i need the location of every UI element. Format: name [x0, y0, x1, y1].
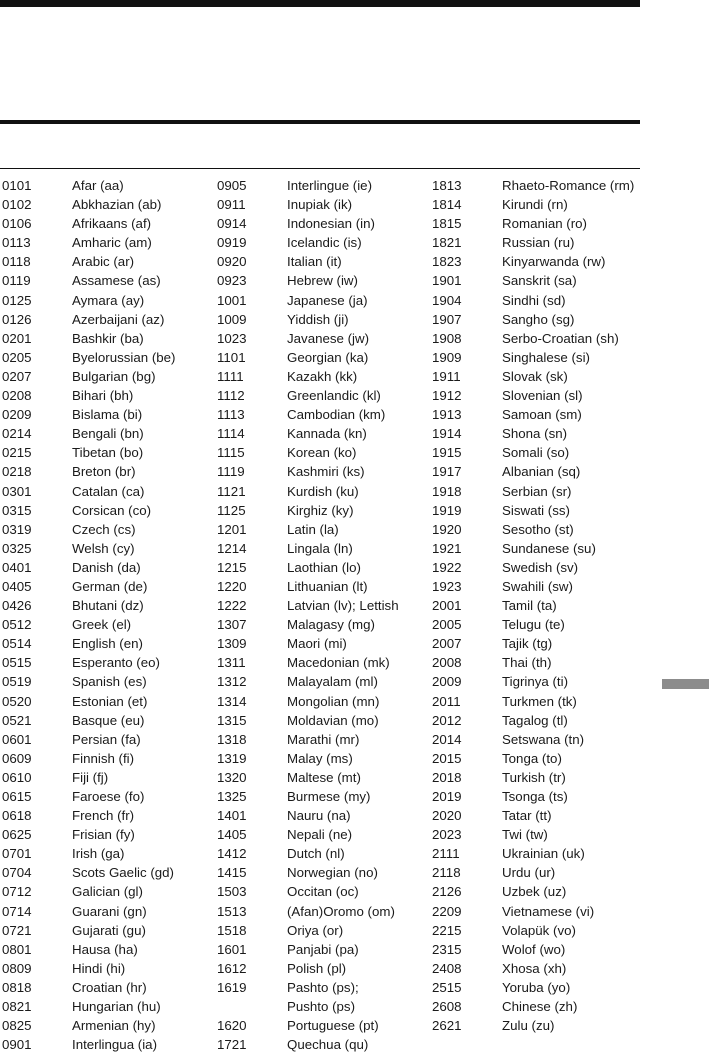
language-name: Frisian (fy) [72, 827, 135, 843]
language-code: 0512 [2, 617, 32, 633]
language-name: Guarani (gn) [72, 903, 147, 919]
language-name: Romanian (ro) [502, 216, 587, 232]
language-name: Finnish (fi) [72, 750, 135, 766]
language-code: 0118 [2, 254, 31, 270]
language-name: French (fr) [72, 808, 135, 824]
language-code: 0919 [217, 235, 247, 251]
language-code: 2118 [432, 865, 461, 881]
language-code: 2015 [432, 750, 462, 766]
language-code: 2008 [432, 655, 462, 671]
language-code: 0405 [2, 578, 32, 594]
language-name: Kinyarwanda (rw) [502, 254, 606, 270]
language-name: Chinese (zh) [502, 999, 578, 1015]
language-code: 1325 [217, 789, 247, 804]
language-name: Arabic (ar) [72, 254, 135, 270]
language-name: Tagalog (tl) [502, 712, 568, 728]
language-name: Cambodian (km) [287, 407, 386, 423]
language-name: Volapük (vo) [502, 922, 576, 938]
language-code: 0325 [2, 540, 32, 556]
language-name: Turkish (tr) [502, 769, 566, 785]
language-name: Interlingua (ia) [72, 1037, 157, 1053]
language-name: Bulgarian (bg) [72, 368, 156, 384]
language-name: Maltese (mt) [287, 769, 361, 785]
language-code: 1320 [217, 769, 247, 785]
language-code: 1922 [432, 559, 462, 575]
language-code: 2012 [432, 712, 462, 728]
language-name: Breton (br) [72, 464, 136, 480]
language-code: 0712 [2, 884, 32, 900]
language-code: 0106 [2, 216, 32, 232]
language-name: Inupiak (ik) [287, 197, 353, 213]
language-code: 0521 [2, 712, 32, 728]
language-name: Pushto (ps) [287, 999, 355, 1015]
language-name: Irish (ga) [72, 846, 125, 862]
language-code: 2023 [432, 827, 462, 843]
language-name: Afar (aa) [72, 178, 124, 193]
language-name: Azerbaijani (az) [72, 311, 165, 327]
language-code: 0809 [2, 960, 32, 976]
language-name: Corsican (co) [72, 502, 152, 518]
language-name: Greenlandic (kl) [287, 388, 381, 404]
language-code: 0721 [2, 922, 32, 938]
language-code: 2408 [432, 960, 462, 976]
language-code: 0101 [2, 178, 32, 193]
language-name: Greek (el) [72, 617, 132, 633]
language-code: 0920 [217, 254, 247, 270]
language-name: Kirundi (rn) [502, 197, 568, 213]
language-name: Nauru (na) [287, 808, 351, 824]
language-code: 1412 [217, 846, 247, 862]
language-code: 1115 [217, 445, 245, 461]
language-code: 1913 [432, 407, 462, 423]
language-name: Welsh (cy) [72, 540, 135, 556]
language-name: Hebrew (iw) [287, 273, 358, 289]
language-name: Tajik (tg) [502, 636, 553, 652]
language-name: Aymara (ay) [72, 292, 145, 308]
language-code: 0609 [2, 750, 32, 766]
language-name: Malagasy (mg) [287, 617, 375, 633]
language-name: Amharic (am) [72, 235, 152, 251]
language-name: Mongolian (mn) [287, 693, 380, 709]
language-name: Latvian (lv); Lettish [287, 598, 399, 614]
language-name: Malayalam (ml) [287, 674, 378, 690]
language-name: Sangho (sg) [502, 311, 575, 327]
language-code: 0209 [2, 407, 32, 423]
language-name: Georgian (ka) [287, 349, 369, 365]
language-code: 1518 [217, 922, 247, 938]
language-name: Gujarati (gu) [72, 922, 146, 938]
language-code: 0515 [2, 655, 32, 671]
language-code: 0113 [2, 235, 31, 251]
language-name: Lingala (ln) [287, 540, 353, 556]
language-name: Oriya (or) [287, 922, 344, 938]
language-name: Kashmiri (ks) [287, 464, 365, 480]
language-name: Urdu (ur) [502, 865, 556, 881]
language-name: Scots Gaelic (gd) [72, 865, 174, 881]
language-name: Italian (it) [287, 254, 342, 270]
language-name: English (en) [72, 636, 143, 652]
language-name: Hungarian (hu) [72, 999, 161, 1015]
language-code: 1619 [217, 979, 247, 995]
language-name: Afrikaans (af) [72, 216, 152, 232]
language-code: 1513 [217, 903, 247, 919]
language-name: Laothian (lo) [287, 559, 361, 575]
language-name: Sesotho (st) [502, 521, 574, 537]
language-code: 2111 [432, 846, 460, 862]
language-name: Danish (da) [72, 559, 141, 575]
language-code: 1401 [217, 808, 247, 824]
language-code: 1125 [217, 502, 246, 518]
language-name: Kirghiz (ky) [287, 502, 354, 518]
language-code: 1309 [217, 636, 247, 652]
language-code: 1215 [217, 559, 247, 575]
language-code: 0923 [217, 273, 247, 289]
language-name: Czech (cs) [72, 521, 136, 537]
language-code: 1904 [432, 292, 462, 308]
language-name: Macedonian (mk) [287, 655, 390, 671]
language-name: Setswana (tn) [502, 731, 585, 747]
language-name: Thai (th) [502, 655, 552, 671]
language-code: 2019 [432, 789, 462, 804]
language-code: 0426 [2, 598, 32, 614]
language-code: 0801 [2, 941, 32, 957]
language-name: Faroese (fo) [72, 789, 145, 804]
language-name: Shona (sn) [502, 426, 568, 442]
language-code: 1914 [432, 426, 462, 442]
language-code: 1201 [217, 521, 247, 537]
language-code: 0610 [2, 769, 32, 785]
language-code: 1919 [432, 502, 462, 518]
language-name: Hindi (hi) [72, 960, 126, 976]
language-code: 0714 [2, 903, 32, 919]
language-code: 1222 [217, 598, 247, 614]
language-code: 0615 [2, 789, 32, 804]
language-code: 0125 [2, 292, 32, 308]
language-code: 2001 [432, 598, 462, 614]
language-code: 1119 [217, 464, 245, 480]
language-name: Slovak (sk) [502, 368, 568, 384]
language-code: 1721 [217, 1037, 247, 1053]
language-name: Slovenian (sl) [502, 388, 583, 404]
language-code: 0520 [2, 693, 32, 709]
language-code: 0301 [2, 483, 32, 499]
language-code: 1813 [432, 178, 462, 193]
language-code: 0215 [2, 445, 32, 461]
language-code: 0205 [2, 349, 32, 365]
language-name: Tibetan (bo) [72, 445, 144, 461]
language-name: Yoruba (yo) [502, 979, 571, 995]
language-name: Bihari (bh) [72, 388, 134, 404]
language-code: 0126 [2, 311, 32, 327]
language-code: 0704 [2, 865, 32, 881]
language-name: Latin (la) [287, 521, 339, 537]
language-code: 1921 [432, 540, 462, 556]
language-name: Persian (fa) [72, 731, 141, 747]
language-code: 1307 [217, 617, 247, 633]
language-name: Burmese (my) [287, 789, 371, 804]
language-name: Abkhazian (ab) [72, 197, 162, 213]
language-code: 0901 [2, 1037, 32, 1053]
language-code: 1901 [432, 273, 462, 289]
language-code: 1612 [217, 960, 247, 976]
language-name: Catalan (ca) [72, 483, 145, 499]
language-code: 0911 [217, 197, 246, 213]
language-code: 1121 [217, 483, 246, 499]
language-name: Telugu (te) [502, 617, 565, 633]
language-code: 0625 [2, 827, 32, 843]
language-code: 0214 [2, 426, 32, 442]
language-code: 0701 [2, 846, 32, 862]
language-name: Swahili (sw) [502, 578, 573, 594]
language-code: 0914 [217, 216, 247, 232]
language-name: Tigrinya (ti) [502, 674, 568, 690]
language-name: Tamil (ta) [502, 598, 557, 614]
language-name: Kurdish (ku) [287, 483, 359, 499]
language-name: Pashto (ps); [287, 979, 359, 995]
language-code: 0818 [2, 979, 32, 995]
language-code: 1315 [217, 712, 247, 728]
language-code: 0218 [2, 464, 32, 480]
language-name: Malay (ms) [287, 750, 353, 766]
language-name: Occitan (oc) [287, 884, 359, 900]
language-name: Rhaeto-Romance (rm) [502, 178, 635, 193]
language-code: 0905 [217, 178, 247, 193]
language-code: 2009 [432, 674, 462, 690]
language-name: Zulu (zu) [502, 1018, 555, 1034]
language-name: Esperanto (eo) [72, 655, 160, 671]
language-code: 1314 [217, 693, 247, 709]
language-name: Quechua (qu) [287, 1037, 369, 1053]
language-name: Interlingue (ie) [287, 178, 372, 193]
language-name: Javanese (jw) [287, 330, 370, 346]
language-code: 1415 [217, 865, 247, 881]
language-code: 0825 [2, 1018, 32, 1034]
language-name: Indonesian (in) [287, 216, 375, 232]
language-code: 1911 [432, 368, 461, 384]
language-code: 0119 [2, 273, 31, 289]
language-name: Swedish (sv) [502, 559, 579, 575]
language-code: 0102 [2, 197, 32, 213]
language-code: 2515 [432, 979, 462, 995]
language-name: Sanskrit (sa) [502, 273, 577, 289]
section-heavy-rule [0, 120, 640, 124]
language-name: Ukrainian (uk) [502, 846, 585, 862]
language-name: Tsonga (ts) [502, 789, 568, 804]
language-name: Sundanese (su) [502, 540, 596, 556]
language-code: 0319 [2, 521, 32, 537]
language-name: Armenian (hy) [72, 1018, 156, 1034]
language-name: Wolof (wo) [502, 941, 566, 957]
language-code: 0601 [2, 731, 32, 747]
language-name: German (de) [72, 578, 148, 594]
language-code: 1312 [217, 674, 247, 690]
language-code: 1101 [217, 349, 246, 365]
language-name: Croatian (hr) [72, 979, 147, 995]
language-code: 1214 [217, 540, 247, 556]
language-code: 0519 [2, 674, 32, 690]
language-name: Spanish (es) [72, 674, 147, 690]
language-name: Russian (ru) [502, 235, 575, 251]
language-code: 1917 [432, 464, 462, 480]
top-heavy-rule [0, 0, 640, 7]
language-name: Serbo-Croatian (sh) [502, 330, 619, 346]
language-code: 2621 [432, 1018, 462, 1034]
language-code: 2011 [432, 693, 461, 709]
language-name: Yiddish (ji) [287, 311, 349, 327]
language-code: 1918 [432, 483, 462, 499]
language-code: 1503 [217, 884, 247, 900]
language-name: Korean (ko) [287, 445, 357, 461]
language-code: 2020 [432, 808, 462, 824]
section-thumb-tab [662, 679, 709, 689]
language-code: 1112 [217, 388, 245, 404]
language-code: 1912 [432, 388, 462, 404]
language-name: Nepali (ne) [287, 827, 353, 843]
language-code: 1909 [432, 349, 462, 365]
language-name: Siswati (ss) [502, 502, 570, 518]
language-name: Bengali (bn) [72, 426, 144, 442]
language-code: 1114 [217, 426, 245, 442]
language-name: Bhutani (dz) [72, 598, 144, 614]
language-name: Singhalese (si) [502, 349, 590, 365]
language-name: Serbian (sr) [502, 483, 572, 499]
language-name: Twi (tw) [502, 827, 548, 843]
language-code: 2126 [432, 884, 462, 900]
language-name: Bislama (bi) [72, 407, 143, 423]
language-code: 1113 [217, 407, 245, 423]
language-name: Galician (gl) [72, 884, 143, 900]
language-code: 1601 [217, 941, 247, 957]
language-code: 2315 [432, 941, 462, 957]
language-name: Turkmen (tk) [502, 693, 577, 709]
language-code: 2209 [432, 903, 462, 919]
language-code: 0514 [2, 636, 32, 652]
language-code: 0207 [2, 368, 32, 384]
language-code: 1815 [432, 216, 462, 232]
language-code: 1923 [432, 578, 462, 594]
language-code: 2215 [432, 922, 462, 938]
language-name: Norwegian (no) [287, 865, 378, 881]
language-name: Japanese (ja) [287, 292, 368, 308]
language-code: 0401 [2, 559, 32, 575]
language-code: 1920 [432, 521, 462, 537]
language-name: Sindhi (sd) [502, 292, 566, 308]
language-code: 1405 [217, 827, 247, 843]
language-name: Fiji (fj) [72, 769, 109, 785]
language-name: Albanian (sq) [502, 464, 581, 480]
language-code: 1023 [217, 330, 247, 346]
language-name: Polish (pl) [287, 960, 347, 976]
language-code: 2014 [432, 731, 462, 747]
language-code: 2018 [432, 769, 462, 785]
language-code: 2005 [432, 617, 462, 633]
language-code: 0618 [2, 808, 32, 824]
language-name: Icelandic (is) [287, 235, 362, 251]
language-name: Lithuanian (lt) [287, 578, 368, 594]
language-code: 1821 [432, 235, 462, 251]
language-name: Somali (so) [502, 445, 570, 461]
language-code: 1814 [432, 197, 462, 213]
language-code: 1220 [217, 578, 247, 594]
language-name: Bashkir (ba) [72, 330, 144, 346]
language-name: Hausa (ha) [72, 941, 138, 957]
language-code: 1915 [432, 445, 462, 461]
language-name: Estonian (et) [72, 693, 148, 709]
language-name: Portuguese (pt) [287, 1018, 379, 1034]
language-name: Assamese (as) [72, 273, 161, 289]
language-name: Xhosa (xh) [502, 960, 567, 976]
language-code: 1311 [217, 655, 246, 671]
language-code: 0208 [2, 388, 32, 404]
language-name: Kazakh (kk) [287, 368, 358, 384]
language-code: 2007 [432, 636, 462, 652]
language-name: (Afan)Oromo (om) [287, 903, 395, 919]
language-code: 1001 [217, 292, 247, 308]
language-name: Maori (mi) [287, 636, 347, 652]
language-code: 0821 [2, 999, 32, 1015]
language-code: 1620 [217, 1018, 247, 1034]
language-code: 1908 [432, 330, 462, 346]
language-name: Samoan (sm) [502, 407, 582, 423]
language-code: 2608 [432, 999, 462, 1015]
language-name: Panjabi (pa) [287, 941, 359, 957]
language-name: Marathi (mr) [287, 731, 360, 747]
language-code: 0201 [2, 330, 32, 346]
language-name: Tatar (tt) [502, 808, 552, 824]
language-name: Kannada (kn) [287, 426, 367, 442]
language-name: Dutch (nl) [287, 846, 345, 862]
language-name: Uzbek (uz) [502, 884, 567, 900]
language-code: 1111 [217, 368, 244, 384]
table-top-rule [0, 168, 640, 169]
language-code: 1907 [432, 311, 462, 327]
language-code: 0315 [2, 502, 32, 518]
language-name: Moldavian (mo) [287, 712, 379, 728]
language-code: 1319 [217, 750, 247, 766]
language-code: 1318 [217, 731, 247, 747]
language-name: Tonga (to) [502, 750, 562, 766]
language-code: 1009 [217, 311, 247, 327]
language-name: Vietnamese (vi) [502, 903, 595, 919]
language-name: Basque (eu) [72, 712, 145, 728]
language-code: 1823 [432, 254, 462, 270]
language-name: Byelorussian (be) [72, 349, 176, 365]
